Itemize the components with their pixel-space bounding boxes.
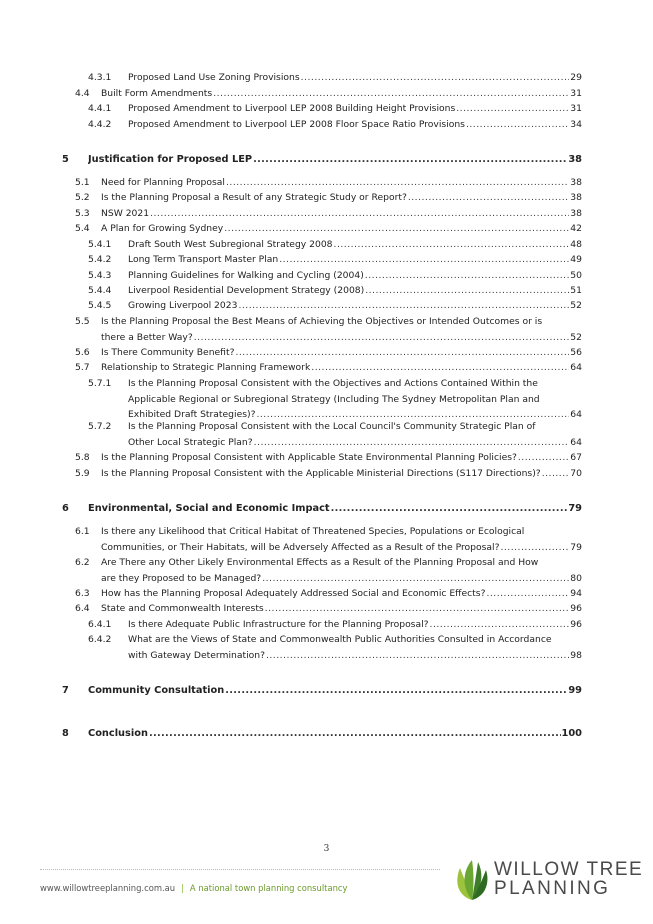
toc-entry[interactable] (88, 419, 582, 450)
toc-leader-dots (224, 221, 569, 237)
toc-entry-page: 38 (570, 177, 582, 188)
toc-entry-number: 5.4.4 (88, 285, 112, 296)
footer-separator: | (181, 883, 184, 893)
toc-entry-page: 31 (570, 103, 582, 114)
toc-entry[interactable] (75, 86, 582, 102)
toc-leader-dots (253, 152, 567, 168)
toc-entry-title: Is there Adequate Public Infrastructure for the Planning Proposal? (128, 619, 429, 630)
toc-entry-number: 5.4.3 (88, 270, 112, 281)
toc-entry-page: 98 (570, 649, 582, 661)
toc-leader-dots (150, 206, 569, 222)
toc-leader-dots (466, 117, 569, 133)
toc-entry[interactable] (88, 268, 582, 284)
toc-entry[interactable] (88, 101, 582, 117)
toc-leader-dots (365, 283, 569, 299)
toc-entry-title: Is the Planning Proposal the Best Means of Achieving the Objectives or Intended Outcomes or is (101, 316, 543, 327)
toc-leader-dots (226, 175, 569, 191)
toc-leader-dots (518, 450, 569, 466)
toc-entry-title: A Plan for Growing Sydney (101, 223, 224, 234)
toc-entry[interactable] (75, 360, 582, 376)
toc-entry-title: Need for Planning Proposal (101, 177, 225, 188)
footer-website-link[interactable]: www.willowtreeplanning.com.au (40, 883, 176, 893)
toc-leader-dots (334, 237, 570, 253)
toc-entry-title: Proposed Land Use Zoning Provisions (128, 72, 300, 83)
toc-entry-page: 96 (570, 619, 582, 630)
toc-leader-dots (149, 726, 561, 742)
toc-entry[interactable] (75, 206, 582, 222)
toc-entry-title: Justification for Proposed LEP (88, 154, 253, 165)
toc-entry-title: How has the Planning Proposal Adequately Addressed Social and Economic Effects? (101, 588, 486, 599)
toc-entry-title: Communities, or Their Habitats, will be Adversely Affected as a Result of the Proposal? (101, 541, 500, 553)
toc-entry-number: 4.4 (75, 88, 90, 99)
toc-entry-number: 5.4.5 (88, 300, 112, 311)
toc-entry-number: 5.7.2 (88, 421, 112, 432)
toc-entry-page: 48 (570, 239, 582, 250)
toc-entry-title: Liverpool Residential Development Strategy (2008) (128, 285, 365, 296)
toc-entry-title: Community Consultation (88, 685, 225, 696)
toc-entry-number: 5.3 (75, 208, 90, 219)
toc-entry-page: 64 (570, 409, 582, 420)
toc-entry[interactable] (88, 252, 582, 268)
toc-entry-number: 8 (62, 728, 69, 739)
toc-leader-dots (194, 330, 570, 346)
toc-entry-page: 52 (570, 331, 582, 343)
toc-entry-number: 6.2 (75, 557, 90, 568)
willow-tree-planning-logo (452, 858, 644, 902)
toc-leader-dots (331, 501, 568, 517)
toc-entry-number: 5.6 (75, 347, 90, 358)
toc-entry-title: Planning Guidelines for Walking and Cycling (2004) (128, 270, 364, 281)
toc-entry[interactable] (75, 555, 582, 586)
toc-entry-title: Proposed Amendment to Liverpool LEP 2008 Building Height Provisions (128, 103, 456, 114)
toc-entry-title: Proposed Amendment to Liverpool LEP 2008 Floor Space Ratio Provisions (128, 119, 465, 130)
toc-entry[interactable] (75, 586, 582, 602)
toc-entry-page: 29 (570, 72, 582, 83)
toc-entry-title: Built Form Amendments (101, 88, 213, 99)
toc-entry-title: Growing Liverpool 2023 (128, 300, 238, 311)
toc-entry-number: 5.7.1 (88, 378, 112, 389)
toc-entry-page: 38 (570, 192, 582, 203)
toc-entry[interactable] (75, 524, 582, 555)
toc-entry-page: 51 (570, 285, 582, 296)
toc-entry-title: Is There Community Benefit? (101, 347, 235, 358)
toc-entry-title: Environmental, Social and Economic Impact (88, 503, 330, 514)
toc-entry-title: Applicable Regional or Subregional Strategy (Including The Sydney Metropolitan Plan and (128, 393, 540, 405)
toc-entry[interactable] (75, 345, 582, 361)
toc-entry-number: 6.3 (75, 588, 90, 599)
toc-entry[interactable] (75, 450, 582, 466)
toc-entry-title: Other Local Strategic Plan? (128, 436, 253, 448)
toc-entry-number: 5.7 (75, 362, 90, 373)
toc-entry-title: Relationship to Strategic Planning Framework (101, 362, 311, 373)
toc-entry-title: State and Commonwealth Interests (101, 603, 264, 614)
toc-leader-dots (408, 190, 569, 206)
toc-leader-dots (542, 466, 570, 482)
toc-leader-dots (311, 360, 569, 376)
toc-leader-dots (500, 540, 569, 556)
toc-entry-title: there a Better Way? (101, 331, 193, 343)
toc-entry[interactable] (75, 190, 582, 206)
page-number: 3 (323, 844, 330, 854)
toc-entry[interactable] (75, 314, 582, 345)
toc-entry-title: are they Proposed to be Managed? (101, 572, 262, 584)
toc-entry-number: 5.1 (75, 177, 90, 188)
toc-entry-title: Is the Planning Proposal Consistent with the Local Council's Community Strategic Plan of (128, 421, 536, 432)
toc-entry[interactable] (88, 376, 582, 423)
toc-leader-dots (254, 435, 570, 451)
toc-leader-dots (266, 648, 569, 664)
toc-entry[interactable] (62, 501, 582, 517)
toc-leader-dots (225, 683, 567, 699)
toc-entry[interactable] (88, 237, 582, 253)
toc-entry-page: 99 (568, 685, 582, 696)
toc-entry[interactable] (75, 175, 582, 191)
toc-entry-title: Are There any Other Likely Environmental Effects as a Result of the Planning Proposal and How (101, 557, 539, 568)
toc-entry[interactable] (62, 683, 582, 699)
toc-entry-page: 52 (570, 300, 582, 311)
toc-leader-dots (430, 617, 570, 633)
toc-leader-dots (486, 586, 569, 602)
toc-leader-dots (238, 298, 569, 314)
toc-entry[interactable] (88, 283, 582, 299)
toc-entry-title: Exhibited Draft Strategies)? (128, 409, 256, 420)
toc-entry-title: Is the Planning Proposal Consistent with the Applicable Ministerial Directions (S117 Directions)? (101, 468, 541, 479)
toc-entry-title: Draft South West Subregional Strategy 2008 (128, 239, 333, 250)
toc-entry[interactable] (88, 632, 582, 663)
toc-entry-number: 5.4.2 (88, 254, 112, 265)
toc-entry[interactable] (75, 601, 582, 617)
toc-entry-page: 100 (561, 728, 582, 739)
willow-leaf-icon (452, 858, 492, 902)
toc-leader-dots (262, 571, 569, 587)
toc-entry-page: 64 (570, 362, 582, 373)
toc-entry[interactable] (88, 117, 582, 133)
toc-entry[interactable] (62, 726, 582, 742)
toc-entry-title: Is the Planning Proposal Consistent with the Objectives and Actions Contained Within the (128, 378, 538, 389)
toc-entry-number: 6.1 (75, 526, 90, 537)
toc-entry-number: 5.4.1 (88, 239, 112, 250)
toc-entry-number: 7 (62, 685, 69, 696)
toc-leader-dots (265, 601, 570, 617)
toc-entry-title: NSW 2021 (101, 208, 150, 219)
toc-entry-number: 5.9 (75, 468, 90, 479)
toc-entry-number: 5.4 (75, 223, 90, 234)
toc-entry-number: 6.4.2 (88, 634, 112, 645)
toc-entry-title: Is there any Likelihood that Critical Habitat of Threatened Species, Populations or Ecological (101, 526, 525, 537)
footer-tagline: A national town planning consultancy (189, 883, 348, 893)
toc-entry-page: 56 (570, 347, 582, 358)
toc-entry-page: 38 (568, 154, 582, 165)
toc-leader-dots (365, 268, 570, 284)
toc-entry-page: 50 (570, 270, 582, 281)
toc-entry-page: 67 (570, 452, 582, 463)
toc-entry-page: 64 (570, 436, 582, 448)
toc-entry-title: Is the Planning Proposal a Result of any Strategic Study or Report? (101, 192, 407, 203)
toc-entry[interactable] (75, 466, 582, 482)
toc-entry-page: 80 (570, 572, 582, 584)
toc-entry-title: What are the Views of State and Commonwealth Public Authorities Consulted in Accordance (128, 634, 552, 645)
toc-entry-page: 94 (570, 588, 582, 599)
toc-entry-page: 49 (570, 254, 582, 265)
toc-leader-dots (213, 86, 569, 102)
toc-entry-page: 70 (570, 468, 582, 479)
toc-entry-page: 31 (570, 88, 582, 99)
toc-entry-number: 6.4.1 (88, 619, 112, 630)
toc-entry-title: with Gateway Determination? (128, 649, 265, 661)
toc-leader-dots (456, 101, 569, 117)
toc-entry-number: 5 (62, 154, 69, 165)
toc-entry-page: 42 (570, 223, 582, 234)
footer (40, 883, 347, 893)
toc-entry-number: 6 (62, 503, 69, 514)
toc-entry-number: 5.8 (75, 452, 90, 463)
logo-line-1: WILLOW TREE (494, 859, 644, 880)
toc-entry-title: Conclusion (88, 728, 148, 739)
toc-entry[interactable] (75, 221, 582, 237)
toc-entry[interactable] (88, 298, 582, 314)
toc-entry-number: 6.4 (75, 603, 90, 614)
toc-entry-page: 34 (570, 119, 582, 130)
toc-entry-page: 96 (570, 603, 582, 614)
toc-entry[interactable] (62, 152, 582, 168)
toc-entry-number: 4.3.1 (88, 72, 112, 83)
toc-leader-dots (301, 70, 570, 86)
toc-entry-page: 79 (568, 503, 582, 514)
toc-entry-number: 4.4.2 (88, 119, 112, 130)
toc-entry[interactable] (88, 617, 582, 633)
footer-divider (40, 869, 440, 871)
toc-entry[interactable] (88, 70, 582, 86)
toc-entry-page: 79 (570, 541, 582, 553)
toc-entry-title: Long Term Transport Master Plan (128, 254, 279, 265)
toc-leader-dots (279, 252, 569, 268)
toc-leader-dots (235, 345, 569, 361)
toc-entry-title: Is the Planning Proposal Consistent with Applicable State Environmental Planning Policies? (101, 452, 517, 463)
logo-line-2: PLANNING (494, 878, 611, 899)
toc-entry-page: 38 (570, 208, 582, 219)
toc-entry-number: 4.4.1 (88, 103, 112, 114)
toc-entry-number: 5.2 (75, 192, 90, 203)
toc-entry-number: 5.5 (75, 316, 90, 327)
